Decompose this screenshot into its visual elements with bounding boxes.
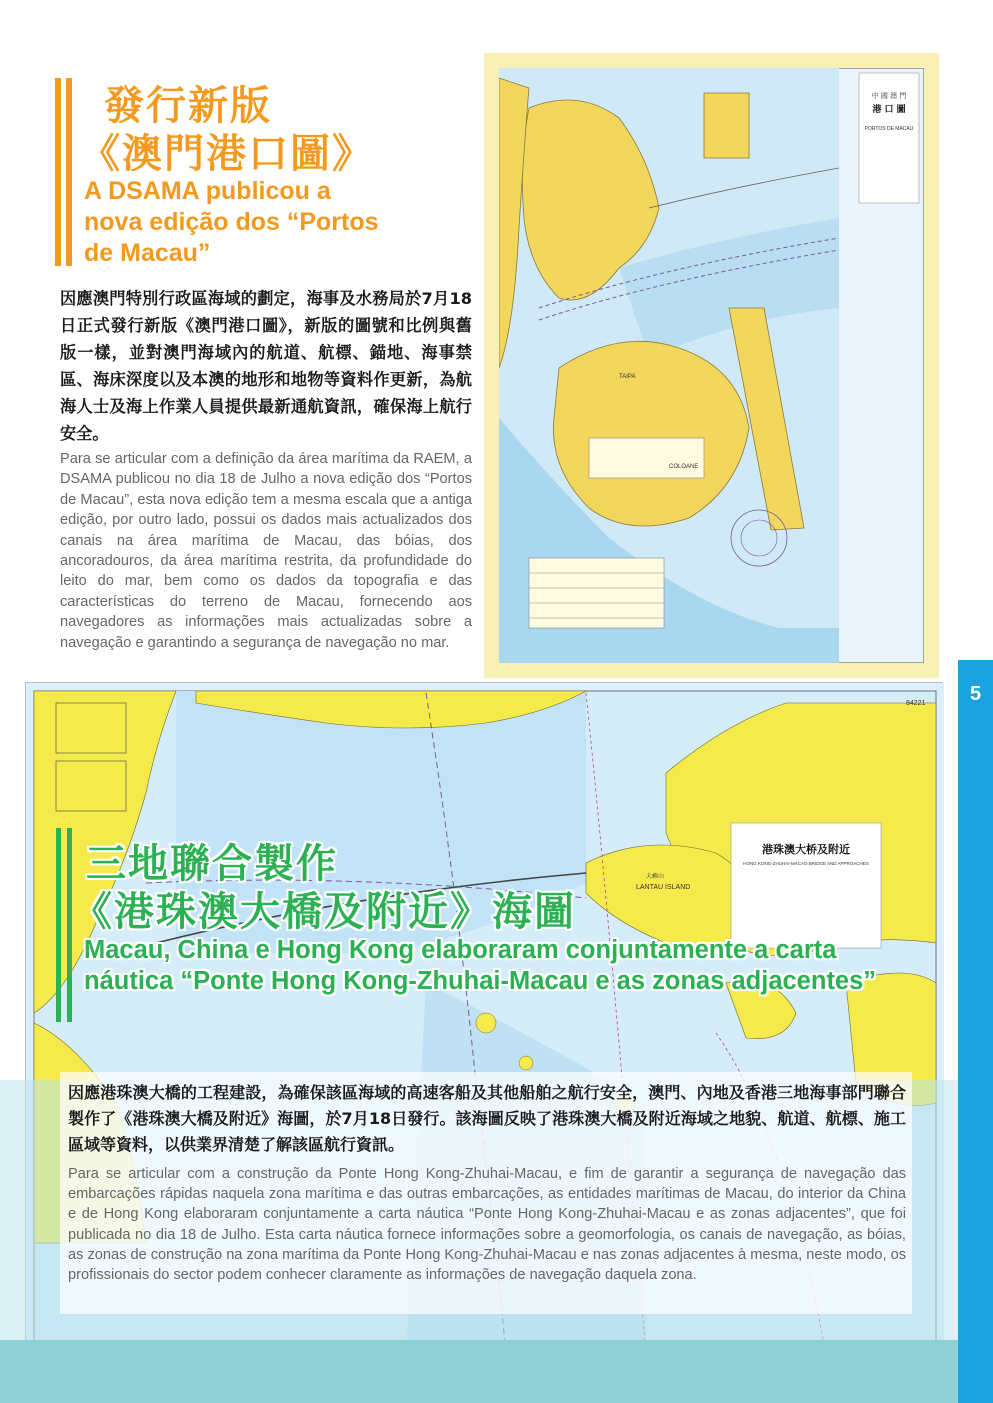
chart-top-title: 港 口 圖 — [872, 105, 906, 115]
chart-top-caption: PORTOS DE MACAU — [864, 126, 914, 132]
footer-band — [0, 1340, 960, 1403]
article2-title-zh-line2: 《港珠澳大橋及附近》海圖 — [72, 889, 576, 935]
article1-body-zh: 因應澳門特別行政區海域的劃定，海事及水務局於7月18日正式發行新版《澳門港口圖》，新版的圖號和比例與舊版一樣，並對澳門海域內的航道、航標、錨地、海事禁區、海床深度以及本澳的地形和地物等資料作更新，為航海人士及海上作業人員提供最新通航資訊，確保海上航行安全。 — [60, 289, 472, 443]
article2-body-zh: 因應港珠澳大橋的工程建設，為確保該區海域的高速客船及其他船舶之航行安全，澳門、內地及香港三地海事部門聯合製作了《港珠澳大橋及附近》海圖，於7月18日發行。該海圖反映了港珠澳大橋及附近海域之地貌、航道、航標、施工區域等資料，以供業界清楚了解該區航行資訊。 — [68, 1083, 906, 1154]
chart-top-label-coloane: COLOANE — [669, 464, 699, 470]
page-edge-tab — [958, 660, 993, 1403]
title-accent-bar — [66, 78, 72, 266]
article1-body-pt: Para se articular com a definição da área marítima da RAEM, a DSAMA publicou no dia 18 de Julho a nova edição dos “Portos de Macau”, esta nova edição tem a mesma escala que a antiga edição, por outro lado, possui os dados mais actualizados dos canais na área marítima de Macau, das bóias, dos ancoradouros, da área marítima restrita, da profundidade do leito do mar, bem como os dados da topografia e das características do terreno de Macau, fornecendo aos navegadores as informações mais actualizadas sobre a navegação e garantindo a segurança de navegação no mar. — [60, 451, 472, 651]
macau-ports-chart-image — [484, 53, 939, 678]
page-number: 5 — [969, 683, 982, 705]
chart-top-subtitle: 中 國 澳 門 — [871, 92, 907, 100]
title-accent-bar — [56, 828, 61, 1022]
article1-title-zh-line1: 發行新版 — [104, 83, 272, 129]
chart-bottom-title-en: HONG KONG-ZHUHAI-MACAO BRIDGE AND APPROACHES — [743, 861, 869, 866]
chart-bottom-label-lantau: LANTAU ISLAND — [636, 884, 691, 891]
title-accent-bar — [55, 78, 61, 266]
article2-title-zh-line1: 三地聯合製作 — [86, 841, 338, 887]
article2-title-pt: Macau, China e Hong Kong elaboraram conjuntamente a carta náutica “Ponte Hong Kong-Zhuhai-Macau e as zonas adjacentes” — [84, 936, 877, 995]
article2-body-pt: Para se articular com a construção da Ponte Hong Kong-Zhuhai-Macau, e fim de garantir a segurança de navegação das embarcações rápidas naquela zona marítima e das outras embarcações, as entidades marítimas de Macau, do interior da China e de Hong Kong elaboraram conjuntamente a carta náutica “Ponte Hong Kong-Zhuhai-Macau e as zonas adjacentes”, que foi publicada no dia 18 de Julho. Esta carta náutica fornece informações sobre a geomorfologia, os canais de navegação, as bóias, as zonas de construção na zona marítima da Ponte Hong Kong-Zhuhai-Macau e nas zonas adjacentes à mesma, neste modo, os profissionais do sector podem conhecer claramente as informações de navegação daquela zona. — [68, 1166, 907, 1284]
chart-top-label-taipa: TAIPA — [619, 374, 636, 380]
chart-bottom-number: 84221 — [906, 700, 926, 707]
chart-bottom-label-lantau-zh: 大嶼山 — [646, 873, 665, 880]
chart-bottom-title-zh: 港珠澳大桥及附近 — [762, 843, 850, 856]
article1-title-pt: A DSAMA publicou a nova edição dos “Portos de Macau” — [84, 177, 379, 267]
macau-ports-chart-svg — [499, 68, 924, 663]
article1-title-zh-line2: 《澳門港口圖》 — [80, 131, 374, 177]
